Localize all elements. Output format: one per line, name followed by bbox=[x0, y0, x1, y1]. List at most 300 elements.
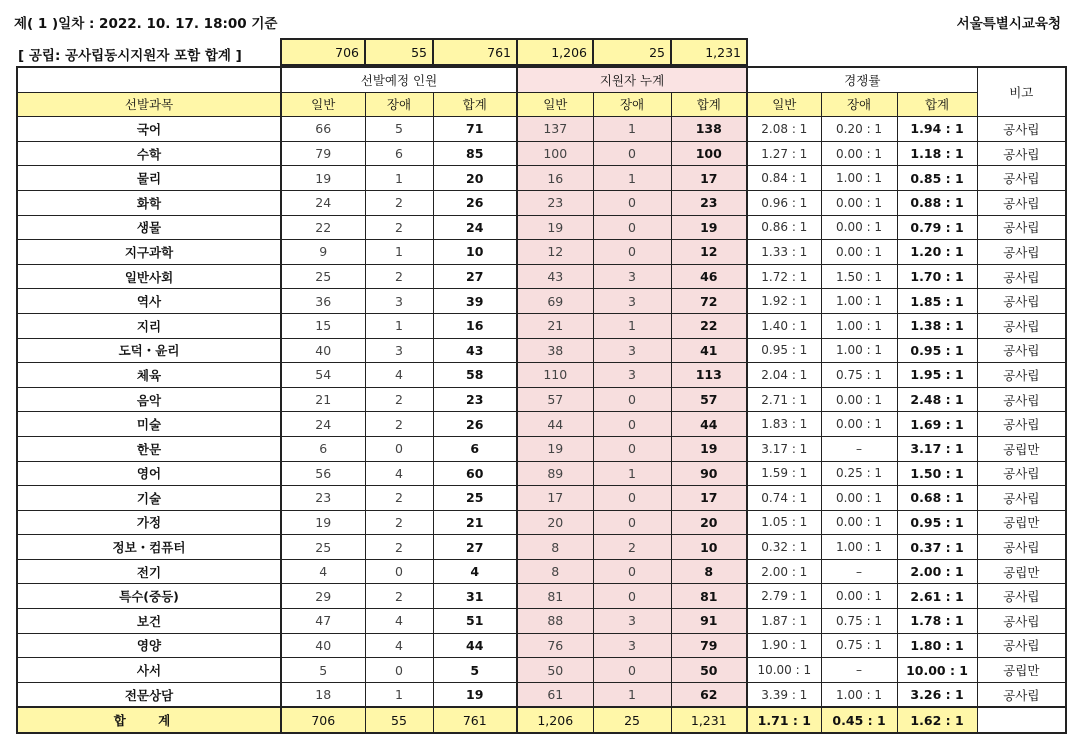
applicants-disabled-cell: 1 bbox=[593, 117, 671, 142]
subject-cell: 지구과학 bbox=[17, 240, 281, 265]
planned-general-cell: 15 bbox=[281, 313, 365, 338]
remarks-cell: 공립만 bbox=[977, 436, 1066, 461]
subject-cell: 한문 bbox=[17, 436, 281, 461]
planned-total-cell: 51 bbox=[433, 609, 517, 634]
ratio-total-cell: 0.85 : 1 bbox=[897, 166, 977, 191]
planned-total-cell: 27 bbox=[433, 535, 517, 560]
ratio-general-cell: 1.59 : 1 bbox=[747, 461, 821, 486]
office-name: 서울특별시교육청 bbox=[956, 16, 1061, 32]
ratio-total-cell: 1.38 : 1 bbox=[897, 313, 977, 338]
applicants-general-cell: 88 bbox=[517, 609, 593, 634]
applicants-disabled-cell: 0 bbox=[593, 486, 671, 511]
applicants-general-cell: 20 bbox=[517, 510, 593, 535]
applicants-general-cell: 8 bbox=[517, 559, 593, 584]
ratio-total-cell: 1.95 : 1 bbox=[897, 363, 977, 388]
remarks-cell: 공립만 bbox=[977, 510, 1066, 535]
remarks-cell: 공사립 bbox=[977, 313, 1066, 338]
summary-planned-disabled: 55 bbox=[365, 39, 433, 65]
planned-disabled-cell: 2 bbox=[365, 190, 433, 215]
subject-cell: 역사 bbox=[17, 289, 281, 314]
applicants-total-cell: 113 bbox=[671, 363, 747, 388]
total-applicants-total: 1,231 bbox=[671, 707, 747, 733]
ratio-disabled-cell: 0.75 : 1 bbox=[821, 363, 897, 388]
ratio-general-cell: 1.33 : 1 bbox=[747, 240, 821, 265]
planned-disabled-cell: 2 bbox=[365, 584, 433, 609]
remarks-cell: 공사립 bbox=[977, 682, 1066, 707]
planned-general-cell: 19 bbox=[281, 166, 365, 191]
ratio-total-cell: 3.17 : 1 bbox=[897, 436, 977, 461]
applicants-total-cell: 100 bbox=[671, 141, 747, 166]
ratio-disabled-cell: 0.00 : 1 bbox=[821, 584, 897, 609]
page-title: 제( 1 )일차 : 2022. 10. 17. 18:00 기준 bbox=[14, 16, 278, 32]
table-subtitle: [ 공립: 공사립동시지원자 포함 합계 ] bbox=[18, 48, 242, 64]
applicants-disabled-cell: 3 bbox=[593, 633, 671, 658]
applicants-disabled-cell: 3 bbox=[593, 338, 671, 363]
summary-row bbox=[281, 39, 747, 65]
ratio-general-cell: 2.08 : 1 bbox=[747, 117, 821, 142]
remarks-cell: 공사립 bbox=[977, 609, 1066, 634]
ratio-disabled-cell: 0.25 : 1 bbox=[821, 461, 897, 486]
ratio-general-cell: 0.32 : 1 bbox=[747, 535, 821, 560]
ratio-total-cell: 2.00 : 1 bbox=[897, 559, 977, 584]
table-row bbox=[17, 412, 1066, 437]
applicants-disabled-header: 장애 bbox=[593, 92, 671, 117]
subject-cell: 음악 bbox=[17, 387, 281, 412]
remarks-cell: 공사립 bbox=[977, 584, 1066, 609]
summary-table bbox=[280, 38, 748, 66]
ratio-disabled-cell: 1.50 : 1 bbox=[821, 264, 897, 289]
header-row-columns bbox=[17, 92, 1066, 117]
planned-total-cell: 43 bbox=[433, 338, 517, 363]
total-applicants-general: 1,206 bbox=[517, 707, 593, 733]
table-row bbox=[17, 682, 1066, 707]
ratio-disabled-cell: 1.00 : 1 bbox=[821, 338, 897, 363]
applicants-total-cell: 12 bbox=[671, 240, 747, 265]
table-body bbox=[17, 117, 1066, 708]
planned-disabled-cell: 3 bbox=[365, 338, 433, 363]
planned-disabled-cell: 3 bbox=[365, 289, 433, 314]
summary-applicants-disabled: 25 bbox=[593, 39, 671, 65]
planned-general-header: 일반 bbox=[281, 92, 365, 117]
ratio-total-cell: 10.00 : 1 bbox=[897, 658, 977, 683]
ratio-disabled-cell: 0.75 : 1 bbox=[821, 633, 897, 658]
ratio-total-cell: 1.50 : 1 bbox=[897, 461, 977, 486]
applicants-general-cell: 76 bbox=[517, 633, 593, 658]
planned-disabled-cell: 6 bbox=[365, 141, 433, 166]
applicants-disabled-cell: 0 bbox=[593, 412, 671, 437]
applicants-disabled-cell: 0 bbox=[593, 584, 671, 609]
subject-cell: 영양 bbox=[17, 633, 281, 658]
applicants-general-cell: 89 bbox=[517, 461, 593, 486]
planned-disabled-cell: 2 bbox=[365, 412, 433, 437]
ratio-total-cell: 1.94 : 1 bbox=[897, 117, 977, 142]
total-applicants-disabled: 25 bbox=[593, 707, 671, 733]
applicants-general-cell: 69 bbox=[517, 289, 593, 314]
applicants-total-cell: 90 bbox=[671, 461, 747, 486]
planned-general-cell: 24 bbox=[281, 190, 365, 215]
remarks-cell: 공사립 bbox=[977, 338, 1066, 363]
ratio-disabled-cell: 0.00 : 1 bbox=[821, 141, 897, 166]
planned-general-cell: 24 bbox=[281, 412, 365, 437]
subject-cell: 기술 bbox=[17, 486, 281, 511]
remarks-cell: 공사립 bbox=[977, 264, 1066, 289]
ratio-general-cell: 2.71 : 1 bbox=[747, 387, 821, 412]
summary-planned-general: 706 bbox=[281, 39, 365, 65]
planned-disabled-cell: 2 bbox=[365, 535, 433, 560]
summary-applicants-general: 1,206 bbox=[517, 39, 593, 65]
planned-disabled-cell: 1 bbox=[365, 166, 433, 191]
ratio-total-cell: 0.95 : 1 bbox=[897, 510, 977, 535]
table-row bbox=[17, 609, 1066, 634]
applicants-general-header: 일반 bbox=[517, 92, 593, 117]
remarks-cell: 공사립 bbox=[977, 166, 1066, 191]
ratio-total-cell: 2.48 : 1 bbox=[897, 387, 977, 412]
table-row bbox=[17, 166, 1066, 191]
planned-total-cell: 31 bbox=[433, 584, 517, 609]
subject-cell: 정보・컴퓨터 bbox=[17, 535, 281, 560]
remarks-cell: 공사립 bbox=[977, 190, 1066, 215]
remarks-cell: 공사립 bbox=[977, 289, 1066, 314]
subject-cell: 보건 bbox=[17, 609, 281, 634]
applicants-general-cell: 137 bbox=[517, 117, 593, 142]
ratio-total-cell: 0.88 : 1 bbox=[897, 190, 977, 215]
subject-cell: 특수(중등) bbox=[17, 584, 281, 609]
applicants-disabled-cell: 0 bbox=[593, 240, 671, 265]
table-row bbox=[17, 486, 1066, 511]
applicants-total-cell: 44 bbox=[671, 412, 747, 437]
subject-cell: 미술 bbox=[17, 412, 281, 437]
remarks-cell: 공사립 bbox=[977, 412, 1066, 437]
ratio-general-cell: 1.27 : 1 bbox=[747, 141, 821, 166]
ratio-total-cell: 2.61 : 1 bbox=[897, 584, 977, 609]
ratio-general-cell: 1.72 : 1 bbox=[747, 264, 821, 289]
applicants-disabled-cell: 1 bbox=[593, 313, 671, 338]
ratio-total-cell: 0.79 : 1 bbox=[897, 215, 977, 240]
applicants-total-cell: 20 bbox=[671, 510, 747, 535]
total-ratio-disabled: 0.45 : 1 bbox=[821, 707, 897, 733]
table-row bbox=[17, 510, 1066, 535]
planned-general-cell: 4 bbox=[281, 559, 365, 584]
remarks-cell: 공사립 bbox=[977, 215, 1066, 240]
total-remarks bbox=[977, 707, 1066, 733]
total-planned-general: 706 bbox=[281, 707, 365, 733]
ratio-disabled-cell: 0.00 : 1 bbox=[821, 240, 897, 265]
planned-disabled-cell: 4 bbox=[365, 363, 433, 388]
ratio-general-cell: 0.84 : 1 bbox=[747, 166, 821, 191]
remarks-cell: 공사립 bbox=[977, 535, 1066, 560]
ratio-total-header: 합계 bbox=[897, 92, 977, 117]
remarks-cell: 공사립 bbox=[977, 633, 1066, 658]
ratio-general-cell: 1.05 : 1 bbox=[747, 510, 821, 535]
applicants-total-cell: 19 bbox=[671, 436, 747, 461]
applicants-disabled-cell: 1 bbox=[593, 682, 671, 707]
remarks-cell: 공사립 bbox=[977, 240, 1066, 265]
total-ratio-general: 1.71 : 1 bbox=[747, 707, 821, 733]
applicants-general-cell: 81 bbox=[517, 584, 593, 609]
planned-total-cell: 25 bbox=[433, 486, 517, 511]
applicants-total-cell: 79 bbox=[671, 633, 747, 658]
applicants-total-cell: 17 bbox=[671, 166, 747, 191]
planned-general-cell: 47 bbox=[281, 609, 365, 634]
planned-disabled-cell: 0 bbox=[365, 559, 433, 584]
ratio-general-cell: 1.92 : 1 bbox=[747, 289, 821, 314]
planned-general-cell: 36 bbox=[281, 289, 365, 314]
table-row bbox=[17, 363, 1066, 388]
planned-total-header: 합계 bbox=[433, 92, 517, 117]
planned-general-cell: 40 bbox=[281, 633, 365, 658]
subject-cell: 전문상담 bbox=[17, 682, 281, 707]
applicants-total-cell: 91 bbox=[671, 609, 747, 634]
planned-total-cell: 71 bbox=[433, 117, 517, 142]
ratio-general-cell: 1.40 : 1 bbox=[747, 313, 821, 338]
planned-general-cell: 66 bbox=[281, 117, 365, 142]
planned-group-header: 선발예정 인원 bbox=[281, 67, 517, 92]
planned-total-cell: 26 bbox=[433, 412, 517, 437]
subject-cell: 사서 bbox=[17, 658, 281, 683]
ratio-total-cell: 1.20 : 1 bbox=[897, 240, 977, 265]
applicants-general-cell: 61 bbox=[517, 682, 593, 707]
blank-header-cell bbox=[17, 67, 281, 92]
planned-general-cell: 19 bbox=[281, 510, 365, 535]
applicants-total-cell: 46 bbox=[671, 264, 747, 289]
total-planned-disabled: 55 bbox=[365, 707, 433, 733]
subject-cell: 생물 bbox=[17, 215, 281, 240]
ratio-total-cell: 3.26 : 1 bbox=[897, 682, 977, 707]
subject-cell: 지리 bbox=[17, 313, 281, 338]
ratio-general-cell: 0.95 : 1 bbox=[747, 338, 821, 363]
ratio-disabled-cell: 0.00 : 1 bbox=[821, 387, 897, 412]
subject-cell: 화학 bbox=[17, 190, 281, 215]
subject-cell: 전기 bbox=[17, 559, 281, 584]
summary-applicants-total: 1,231 bbox=[671, 39, 747, 65]
subject-cell: 도덕・윤리 bbox=[17, 338, 281, 363]
planned-general-cell: 22 bbox=[281, 215, 365, 240]
applicants-general-cell: 38 bbox=[517, 338, 593, 363]
applicants-disabled-cell: 0 bbox=[593, 141, 671, 166]
planned-disabled-cell: 0 bbox=[365, 436, 433, 461]
remarks-header: 비고 bbox=[977, 67, 1066, 117]
subject-cell: 체육 bbox=[17, 363, 281, 388]
table-row bbox=[17, 633, 1066, 658]
ratio-general-cell: 0.74 : 1 bbox=[747, 486, 821, 511]
applicants-disabled-cell: 3 bbox=[593, 289, 671, 314]
planned-total-cell: 10 bbox=[433, 240, 517, 265]
planned-general-cell: 6 bbox=[281, 436, 365, 461]
ratio-general-cell: 2.79 : 1 bbox=[747, 584, 821, 609]
subject-cell: 영어 bbox=[17, 461, 281, 486]
table-row bbox=[17, 215, 1066, 240]
applicants-disabled-cell: 0 bbox=[593, 510, 671, 535]
remarks-cell: 공립만 bbox=[977, 658, 1066, 683]
ratio-general-cell: 0.86 : 1 bbox=[747, 215, 821, 240]
planned-total-cell: 21 bbox=[433, 510, 517, 535]
applicants-total-cell: 17 bbox=[671, 486, 747, 511]
planned-total-cell: 5 bbox=[433, 658, 517, 683]
planned-general-cell: 23 bbox=[281, 486, 365, 511]
table-row bbox=[17, 535, 1066, 560]
ratio-total-cell: 0.68 : 1 bbox=[897, 486, 977, 511]
applicants-general-cell: 19 bbox=[517, 436, 593, 461]
ratio-total-cell: 1.85 : 1 bbox=[897, 289, 977, 314]
planned-total-cell: 26 bbox=[433, 190, 517, 215]
applicants-total-cell: 22 bbox=[671, 313, 747, 338]
ratio-disabled-cell: 0.00 : 1 bbox=[821, 510, 897, 535]
applicants-disabled-cell: 0 bbox=[593, 190, 671, 215]
subject-header: 선발과목 bbox=[17, 92, 281, 117]
planned-total-cell: 27 bbox=[433, 264, 517, 289]
ratio-disabled-cell: 0.00 : 1 bbox=[821, 215, 897, 240]
ratio-general-cell: 1.87 : 1 bbox=[747, 609, 821, 634]
total-label: 합 계 bbox=[17, 707, 281, 733]
ratio-disabled-cell: 1.00 : 1 bbox=[821, 313, 897, 338]
ratio-total-cell: 0.95 : 1 bbox=[897, 338, 977, 363]
planned-general-cell: 25 bbox=[281, 264, 365, 289]
applicants-disabled-cell: 3 bbox=[593, 609, 671, 634]
planned-disabled-cell: 2 bbox=[365, 486, 433, 511]
planned-general-cell: 18 bbox=[281, 682, 365, 707]
applicants-total-cell: 81 bbox=[671, 584, 747, 609]
planned-general-cell: 54 bbox=[281, 363, 365, 388]
planned-general-cell: 5 bbox=[281, 658, 365, 683]
planned-disabled-header: 장애 bbox=[365, 92, 433, 117]
applicants-total-cell: 23 bbox=[671, 190, 747, 215]
ratio-disabled-header: 장애 bbox=[821, 92, 897, 117]
planned-disabled-cell: 1 bbox=[365, 682, 433, 707]
planned-disabled-cell: 5 bbox=[365, 117, 433, 142]
ratio-general-cell: 2.00 : 1 bbox=[747, 559, 821, 584]
planned-total-cell: 44 bbox=[433, 633, 517, 658]
remarks-cell: 공사립 bbox=[977, 141, 1066, 166]
planned-total-cell: 23 bbox=[433, 387, 517, 412]
table-row bbox=[17, 289, 1066, 314]
applicants-general-cell: 44 bbox=[517, 412, 593, 437]
applicants-disabled-cell: 0 bbox=[593, 658, 671, 683]
ratio-general-cell: 2.04 : 1 bbox=[747, 363, 821, 388]
competition-table bbox=[16, 66, 1067, 734]
table-row bbox=[17, 559, 1066, 584]
ratio-general-cell: 0.96 : 1 bbox=[747, 190, 821, 215]
subject-cell: 수학 bbox=[17, 141, 281, 166]
planned-total-cell: 6 bbox=[433, 436, 517, 461]
planned-disabled-cell: 4 bbox=[365, 609, 433, 634]
ratio-total-cell: 1.69 : 1 bbox=[897, 412, 977, 437]
applicants-disabled-cell: 2 bbox=[593, 535, 671, 560]
remarks-cell: 공사립 bbox=[977, 117, 1066, 142]
planned-disabled-cell: 1 bbox=[365, 240, 433, 265]
planned-general-cell: 56 bbox=[281, 461, 365, 486]
planned-total-cell: 58 bbox=[433, 363, 517, 388]
applicants-disabled-cell: 3 bbox=[593, 363, 671, 388]
planned-general-cell: 29 bbox=[281, 584, 365, 609]
total-row bbox=[17, 707, 1066, 733]
applicants-disabled-cell: 0 bbox=[593, 387, 671, 412]
ratio-disabled-cell: – bbox=[821, 436, 897, 461]
applicants-disabled-cell: 0 bbox=[593, 559, 671, 584]
planned-total-cell: 24 bbox=[433, 215, 517, 240]
planned-disabled-cell: 2 bbox=[365, 387, 433, 412]
applicants-general-cell: 21 bbox=[517, 313, 593, 338]
ratio-general-cell: 3.39 : 1 bbox=[747, 682, 821, 707]
planned-disabled-cell: 1 bbox=[365, 313, 433, 338]
table-row bbox=[17, 658, 1066, 683]
applicants-general-cell: 17 bbox=[517, 486, 593, 511]
ratio-general-header: 일반 bbox=[747, 92, 821, 117]
applicants-total-cell: 19 bbox=[671, 215, 747, 240]
applicants-total-cell: 72 bbox=[671, 289, 747, 314]
total-planned-total: 761 bbox=[433, 707, 517, 733]
ratio-total-cell: 1.80 : 1 bbox=[897, 633, 977, 658]
table-row bbox=[17, 584, 1066, 609]
table-row bbox=[17, 387, 1066, 412]
planned-general-cell: 79 bbox=[281, 141, 365, 166]
remarks-cell: 공사립 bbox=[977, 461, 1066, 486]
applicants-disabled-cell: 3 bbox=[593, 264, 671, 289]
planned-disabled-cell: 0 bbox=[365, 658, 433, 683]
applicants-general-cell: 110 bbox=[517, 363, 593, 388]
table-row bbox=[17, 141, 1066, 166]
applicants-total-cell: 138 bbox=[671, 117, 747, 142]
planned-total-cell: 19 bbox=[433, 682, 517, 707]
planned-general-cell: 40 bbox=[281, 338, 365, 363]
applicants-total-header: 합계 bbox=[671, 92, 747, 117]
applicants-general-cell: 43 bbox=[517, 264, 593, 289]
applicants-total-cell: 62 bbox=[671, 682, 747, 707]
applicants-general-cell: 12 bbox=[517, 240, 593, 265]
applicants-disabled-cell: 0 bbox=[593, 436, 671, 461]
applicants-total-cell: 10 bbox=[671, 535, 747, 560]
planned-total-cell: 16 bbox=[433, 313, 517, 338]
ratio-disabled-cell: 0.20 : 1 bbox=[821, 117, 897, 142]
table-row bbox=[17, 264, 1066, 289]
applicants-total-cell: 57 bbox=[671, 387, 747, 412]
planned-disabled-cell: 2 bbox=[365, 510, 433, 535]
planned-disabled-cell: 4 bbox=[365, 633, 433, 658]
planned-total-cell: 39 bbox=[433, 289, 517, 314]
remarks-cell: 공립만 bbox=[977, 559, 1066, 584]
planned-disabled-cell: 2 bbox=[365, 264, 433, 289]
ratio-disabled-cell: 0.00 : 1 bbox=[821, 190, 897, 215]
planned-total-cell: 20 bbox=[433, 166, 517, 191]
applicants-general-cell: 23 bbox=[517, 190, 593, 215]
ratio-general-cell: 10.00 : 1 bbox=[747, 658, 821, 683]
ratio-general-cell: 3.17 : 1 bbox=[747, 436, 821, 461]
subject-cell: 물리 bbox=[17, 166, 281, 191]
remarks-cell: 공사립 bbox=[977, 486, 1066, 511]
table-row bbox=[17, 338, 1066, 363]
applicants-total-cell: 8 bbox=[671, 559, 747, 584]
subject-cell: 가정 bbox=[17, 510, 281, 535]
applicants-total-cell: 50 bbox=[671, 658, 747, 683]
ratio-disabled-cell: 1.00 : 1 bbox=[821, 535, 897, 560]
remarks-cell: 공사립 bbox=[977, 387, 1066, 412]
table-row bbox=[17, 240, 1066, 265]
applicants-disabled-cell: 0 bbox=[593, 215, 671, 240]
table-row bbox=[17, 461, 1066, 486]
applicants-general-cell: 19 bbox=[517, 215, 593, 240]
applicants-general-cell: 100 bbox=[517, 141, 593, 166]
ratio-total-cell: 1.18 : 1 bbox=[897, 141, 977, 166]
ratio-group-header: 경쟁률 bbox=[747, 67, 977, 92]
ratio-disabled-cell: – bbox=[821, 559, 897, 584]
applicants-general-cell: 50 bbox=[517, 658, 593, 683]
planned-total-cell: 60 bbox=[433, 461, 517, 486]
ratio-total-cell: 1.70 : 1 bbox=[897, 264, 977, 289]
applicants-total-cell: 41 bbox=[671, 338, 747, 363]
ratio-general-cell: 1.90 : 1 bbox=[747, 633, 821, 658]
planned-total-cell: 85 bbox=[433, 141, 517, 166]
planned-disabled-cell: 4 bbox=[365, 461, 433, 486]
ratio-disabled-cell: 1.00 : 1 bbox=[821, 166, 897, 191]
